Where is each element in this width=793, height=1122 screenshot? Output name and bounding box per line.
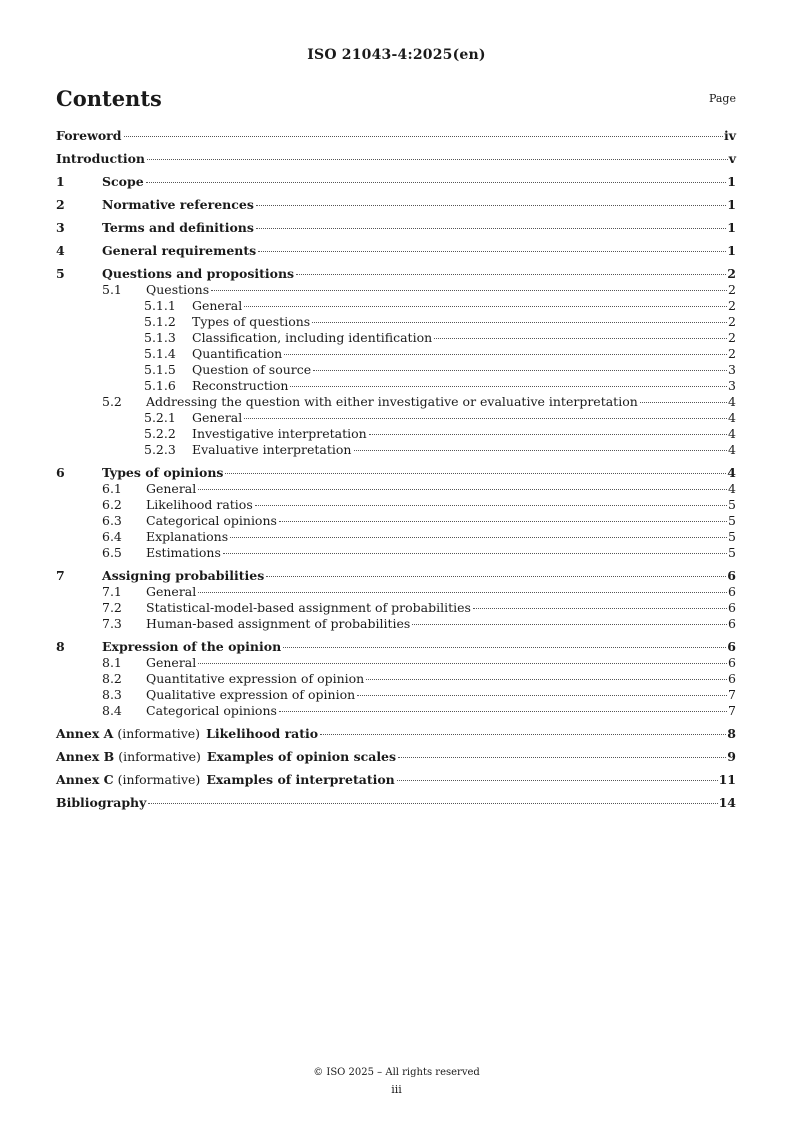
dot-leader: [354, 450, 728, 451]
toc-title: Examples of interpretation: [206, 772, 395, 787]
toc-page: 4: [728, 410, 736, 425]
toc-entry-annex-b[interactable]: [56, 749, 736, 765]
toc-page: 4: [728, 442, 736, 457]
toc-number: 5.2.2: [144, 426, 176, 441]
toc-page: 2: [728, 314, 736, 329]
dot-leader: [412, 624, 727, 625]
toc-page: 1: [727, 243, 736, 258]
dot-leader: [146, 182, 727, 183]
toc-title: Question of source: [192, 362, 312, 377]
toc-title: Introduction: [56, 151, 146, 166]
toc-entry-introduction[interactable]: [56, 151, 736, 167]
toc-number: 8.3: [102, 687, 122, 702]
toc-number: 5.1.3: [144, 330, 176, 345]
toc-page: 1: [727, 197, 736, 212]
toc-page: 5: [728, 497, 736, 512]
toc-title: Categorical opinions: [146, 513, 277, 528]
toc-page: 7: [728, 703, 736, 718]
toc-entry-6-3[interactable]: [56, 513, 736, 529]
toc-page: 5: [728, 545, 736, 560]
toc-page: 2: [728, 330, 736, 345]
toc-number: 5.1: [102, 282, 122, 297]
dot-leader: [147, 159, 728, 160]
toc-number: 8.4: [102, 703, 122, 718]
toc-page: 6: [728, 584, 736, 599]
toc-entry-8-1[interactable]: [56, 655, 736, 671]
toc-page: 3: [728, 378, 736, 393]
toc-title: General requirements: [102, 243, 257, 258]
dot-leader: [124, 136, 723, 137]
toc-entry-5-1[interactable]: [56, 282, 736, 298]
toc-page: 1: [727, 174, 736, 189]
dot-leader: [244, 306, 727, 307]
toc-entry-8-2[interactable]: [56, 671, 736, 687]
toc-entry-6-1[interactable]: [56, 481, 736, 497]
toc-title: Questions: [146, 282, 210, 297]
toc-entry-5-1-6[interactable]: [56, 378, 736, 394]
toc-number: 6: [56, 465, 65, 480]
toc-entry-5-1-4[interactable]: [56, 346, 736, 362]
toc-entry-3[interactable]: [56, 220, 736, 236]
toc-title: Classification, including identification: [192, 330, 433, 345]
toc-entry-5[interactable]: [56, 266, 736, 282]
toc-title: Categorical opinions: [146, 703, 277, 718]
toc-page: v: [728, 151, 736, 166]
dot-leader: [255, 505, 727, 506]
dot-leader: [256, 228, 726, 229]
toc-number: 4: [56, 243, 65, 258]
toc-page: 6: [727, 639, 736, 654]
dot-leader: [312, 322, 727, 323]
toc-number: 5.2: [102, 394, 122, 409]
dot-leader: [266, 576, 726, 577]
toc-entry-5-1-3[interactable]: [56, 330, 736, 346]
annex-type: (informative): [118, 749, 201, 764]
toc-title: Types of opinions: [102, 465, 224, 480]
toc-number: 6.3: [102, 513, 122, 528]
toc-entry-6-4[interactable]: [56, 529, 736, 545]
table-of-contents: [56, 128, 736, 811]
toc-page: 2: [728, 346, 736, 361]
toc-title: Addressing the question with either investigative or evaluative interpretation: [146, 394, 638, 409]
annex-label: Annex B: [56, 749, 115, 764]
toc-number: 5.2.1: [144, 410, 176, 425]
dot-leader: [473, 608, 727, 609]
toc-page: 4: [728, 481, 736, 496]
toc-entry-5-1-5[interactable]: [56, 362, 736, 378]
toc-title: Likelihood ratio: [206, 726, 319, 741]
toc-page: 5: [728, 529, 736, 544]
toc-page: 7: [728, 687, 736, 702]
toc-entry-1[interactable]: [56, 174, 736, 190]
toc-title: Human-based assignment of probabilities: [146, 616, 411, 631]
toc-title: Questions and propositions: [102, 266, 295, 281]
toc-number: 5.1.5: [144, 362, 176, 377]
toc-entry-7-3[interactable]: [56, 616, 736, 632]
toc-number: 5.1.4: [144, 346, 176, 361]
toc-number: 6.5: [102, 545, 122, 560]
toc-title: Likelihood ratios: [146, 497, 253, 512]
toc-title: General: [146, 584, 197, 599]
toc-entry-7[interactable]: [56, 568, 736, 584]
toc-page: 4: [728, 426, 736, 441]
toc-number: 6.4: [102, 529, 122, 544]
dot-leader: [283, 647, 726, 648]
toc-page: 6: [728, 671, 736, 686]
toc-title: Examples of opinion scales: [206, 749, 397, 764]
dot-leader: [397, 780, 718, 781]
toc-entry-6-2[interactable]: [56, 497, 736, 513]
toc-entry-2[interactable]: [56, 197, 736, 213]
dot-leader: [290, 386, 727, 387]
toc-entry-annex-c[interactable]: [56, 772, 736, 788]
toc-entry-7-1[interactable]: [56, 584, 736, 600]
toc-entry-7-2[interactable]: [56, 600, 736, 616]
toc-number: 5: [56, 266, 65, 281]
dot-leader: [198, 489, 727, 490]
toc-page: 1: [727, 220, 736, 235]
toc-page: 6: [728, 616, 736, 631]
toc-number: 7.1: [102, 584, 122, 599]
page-column-label: Page: [708, 92, 736, 105]
toc-page: 3: [728, 362, 736, 377]
toc-entry-4[interactable]: [56, 243, 736, 259]
toc-title: Reconstruction: [192, 378, 289, 393]
page-number: iii: [391, 1083, 402, 1096]
toc-entry-foreword[interactable]: [56, 128, 736, 144]
toc-page: 6: [728, 600, 736, 615]
dot-leader: [225, 473, 726, 474]
toc-entry-8-4[interactable]: [56, 703, 736, 719]
toc-number: 5.1.1: [144, 298, 176, 313]
toc-entry-8[interactable]: [56, 639, 736, 655]
toc-entry-5-2-1[interactable]: [56, 410, 736, 426]
toc-title: Terms and definitions: [102, 220, 254, 235]
dot-leader: [313, 370, 727, 371]
toc-entry-5-1-2[interactable]: [56, 314, 736, 330]
toc-number: 5.2.3: [144, 442, 176, 457]
toc-number: 3: [56, 220, 65, 235]
dot-leader: [279, 711, 727, 712]
toc-title: Evaluative interpretation: [192, 442, 352, 457]
toc-title: Assigning probabilities: [102, 568, 265, 583]
toc-page: 6: [728, 655, 736, 670]
toc-entry-5-1-1[interactable]: [56, 298, 736, 314]
annex-type: (informative): [117, 726, 201, 741]
annex-label: Annex C: [56, 772, 114, 787]
dot-leader: [366, 679, 727, 680]
toc-title: Explanations: [146, 529, 229, 544]
toc-title: Scope: [102, 174, 144, 189]
toc-page: iv: [723, 128, 736, 143]
dot-leader: [296, 274, 726, 275]
document-id: ISO 21043-4:2025(en): [307, 47, 486, 63]
dot-leader: [640, 402, 727, 403]
dot-leader: [258, 251, 726, 252]
dot-leader: [223, 553, 727, 554]
toc-entry-6-5[interactable]: [56, 545, 736, 561]
dot-leader: [256, 205, 726, 206]
toc-number: 5.1.6: [144, 378, 176, 393]
dot-leader: [357, 695, 727, 696]
contents-title: Contents: [56, 86, 162, 111]
toc-title: Investigative interpretation: [192, 426, 367, 441]
toc-number: 8.1: [102, 655, 122, 670]
toc-number: 6.1: [102, 481, 122, 496]
toc-title: Foreword: [56, 128, 122, 143]
toc-entry-8-3[interactable]: [56, 687, 736, 703]
toc-entry-5-2[interactable]: [56, 394, 736, 410]
dot-leader: [284, 354, 727, 355]
dot-leader: [211, 290, 727, 291]
toc-number: 2: [56, 197, 65, 212]
toc-page: 14: [718, 795, 736, 810]
toc-title: Types of questions: [192, 314, 311, 329]
toc-title: General: [146, 655, 197, 670]
toc-page: 2: [727, 266, 736, 281]
toc-number: 8: [56, 639, 65, 654]
toc-entry-annex-a[interactable]: [56, 726, 736, 742]
toc-page: 6: [727, 568, 736, 583]
dot-leader: [198, 592, 727, 593]
toc-number: 5.1.2: [144, 314, 176, 329]
toc-page: 2: [728, 298, 736, 313]
dot-leader: [244, 418, 727, 419]
dot-leader: [148, 803, 717, 804]
toc-title: General: [192, 410, 243, 425]
dot-leader: [320, 734, 726, 735]
toc-page: 5: [728, 513, 736, 528]
toc-page: 11: [718, 772, 736, 787]
dot-leader: [230, 537, 727, 538]
toc-entry-6[interactable]: [56, 465, 736, 481]
toc-number: 7.3: [102, 616, 122, 631]
dot-leader: [434, 338, 727, 339]
dot-leader: [369, 434, 727, 435]
toc-page: 4: [728, 394, 736, 409]
toc-title: Bibliography: [56, 795, 147, 810]
toc-number: 7.2: [102, 600, 122, 615]
dot-leader: [398, 757, 726, 758]
toc-title: Estimations: [146, 545, 221, 560]
dot-leader: [198, 663, 727, 664]
dot-leader: [279, 521, 727, 522]
toc-entry-5-2-2[interactable]: [56, 426, 736, 442]
toc-title: Quantitative expression of opinion: [146, 671, 365, 686]
toc-page: 2: [728, 282, 736, 297]
toc-number: 8.2: [102, 671, 122, 686]
toc-title: General: [192, 298, 243, 313]
toc-title: Quantification: [192, 346, 283, 361]
toc-title: Normative references: [102, 197, 254, 212]
toc-page: 9: [727, 749, 736, 764]
copyright-notice: © ISO 2025 – All rights reserved: [313, 1067, 480, 1078]
toc-entry-5-2-3[interactable]: [56, 442, 736, 458]
toc-title: Expression of the opinion: [102, 639, 282, 654]
annex-type: (informative): [117, 772, 201, 787]
toc-number: 6.2: [102, 497, 122, 512]
toc-title: Qualitative expression of opinion: [146, 687, 356, 702]
annex-label: Annex A: [56, 726, 114, 741]
toc-title: General: [146, 481, 197, 496]
toc-title: Statistical-model-based assignment of probabilities: [146, 600, 471, 615]
toc-page: 4: [727, 465, 736, 480]
toc-number: 1: [56, 174, 65, 189]
toc-number: 7: [56, 568, 65, 583]
toc-page: 8: [727, 726, 736, 741]
toc-entry-bibliography[interactable]: [56, 795, 736, 811]
